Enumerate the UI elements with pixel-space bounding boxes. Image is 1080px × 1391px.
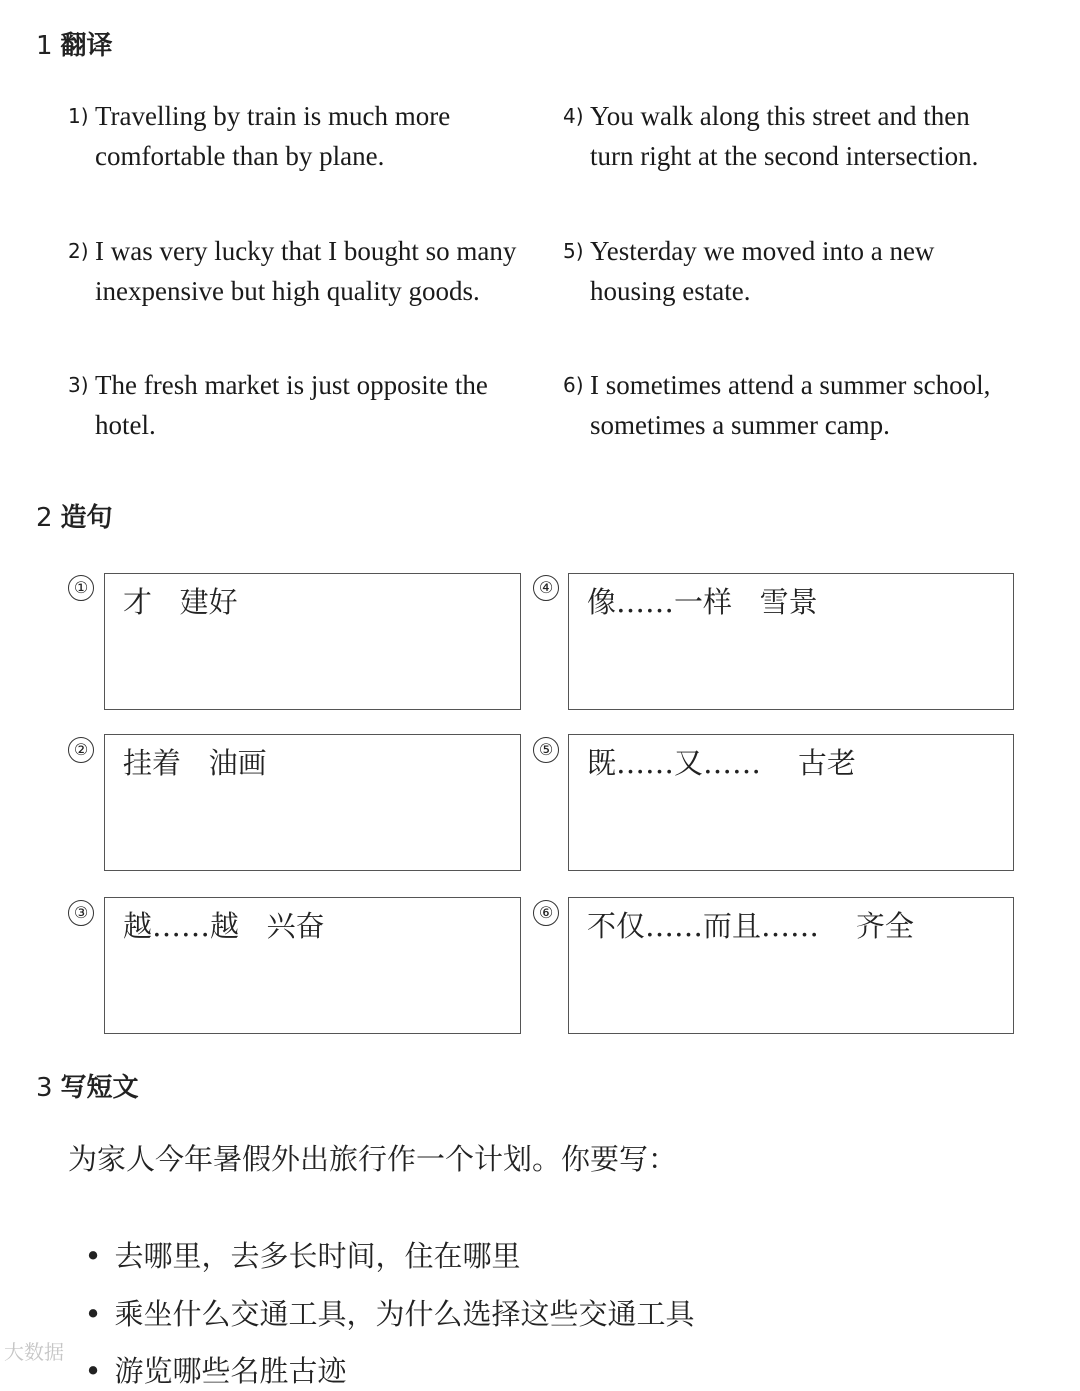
essay-prompt: 为家人今年暑假外出旅行作一个计划。你要写：	[68, 1142, 678, 1176]
sentence-answer-box-5[interactable]	[568, 734, 1014, 871]
bullet-text: 去哪里，去多长时间，住在哪里	[114, 1239, 521, 1273]
circled-number-1: ①	[68, 575, 94, 601]
circled-number-6: ⑥	[533, 900, 559, 926]
translation-item-6	[563, 365, 990, 445]
circled-number-3: ③	[68, 900, 94, 926]
sentence-answer-box-4[interactable]	[568, 573, 1014, 710]
circled-number-5: ⑤	[533, 737, 559, 763]
item-line: I was very lucky that I bought so many	[95, 236, 517, 266]
section-3-heading	[36, 1072, 139, 1104]
circled-number-2: ②	[68, 737, 94, 763]
translation-item-1	[68, 96, 450, 176]
essay-bullet-3	[66, 1311, 346, 1391]
item-index: 2)	[68, 239, 89, 263]
sentence-prompt: 既……又…… 古老	[587, 746, 856, 780]
section-title: 写短文	[60, 1073, 139, 1103]
sentence-answer-box-2[interactable]	[104, 734, 521, 871]
section-title: 翻译	[60, 31, 113, 61]
bullet-text: 乘坐什么交通工具，为什么选择这些交通工具	[114, 1297, 695, 1331]
section-1-heading	[36, 30, 113, 62]
item-index: 3)	[68, 373, 89, 397]
section-2-heading	[36, 502, 113, 534]
sentence-prompt: 像……一样 雪景	[587, 585, 818, 619]
item-line: Travelling by train is much more	[95, 101, 451, 131]
item-line: Yesterday we moved into a new	[590, 236, 935, 266]
item-line: comfortable than by plane.	[95, 141, 385, 171]
section-number: 3	[36, 1073, 53, 1103]
bullet-dot: •	[84, 1239, 102, 1273]
sentence-prompt: 不仅……而且…… 齐全	[587, 909, 914, 943]
item-line: sometimes a summer camp.	[590, 410, 890, 440]
sentence-prompt: 挂着 油画	[123, 746, 267, 780]
item-line: housing estate.	[590, 276, 751, 306]
translation-item-3	[68, 365, 488, 445]
translation-item-5	[563, 231, 934, 311]
item-index: 6)	[563, 373, 584, 397]
item-index: 1)	[68, 104, 89, 128]
sentence-answer-box-1[interactable]	[104, 573, 521, 710]
bullet-dot: •	[84, 1354, 102, 1388]
item-index: 5)	[563, 239, 584, 263]
item-line: You walk along this street and then	[590, 101, 970, 131]
item-line: The fresh market is just opposite the	[95, 370, 488, 400]
watermark: 大数据	[4, 1340, 64, 1364]
section-number: 1	[36, 31, 53, 61]
sentence-prompt: 才 建好	[123, 585, 238, 619]
section-number: 2	[36, 503, 53, 533]
sentence-prompt: 越……越 兴奋	[123, 909, 325, 943]
item-line: inexpensive but high quality goods.	[95, 276, 480, 306]
item-index: 4)	[563, 104, 584, 128]
translation-item-2	[68, 231, 516, 311]
bullet-dot: •	[84, 1297, 102, 1331]
item-line: I sometimes attend a summer school,	[590, 370, 991, 400]
sentence-answer-box-6[interactable]	[568, 897, 1014, 1034]
bullet-text: 游览哪些名胜古迹	[114, 1354, 347, 1388]
item-line: turn right at the second intersection.	[590, 141, 979, 171]
item-line: hotel.	[95, 410, 156, 440]
translation-item-4	[563, 96, 978, 176]
section-title: 造句	[60, 503, 113, 533]
circled-number-4: ④	[533, 575, 559, 601]
sentence-answer-box-3[interactable]	[104, 897, 521, 1034]
